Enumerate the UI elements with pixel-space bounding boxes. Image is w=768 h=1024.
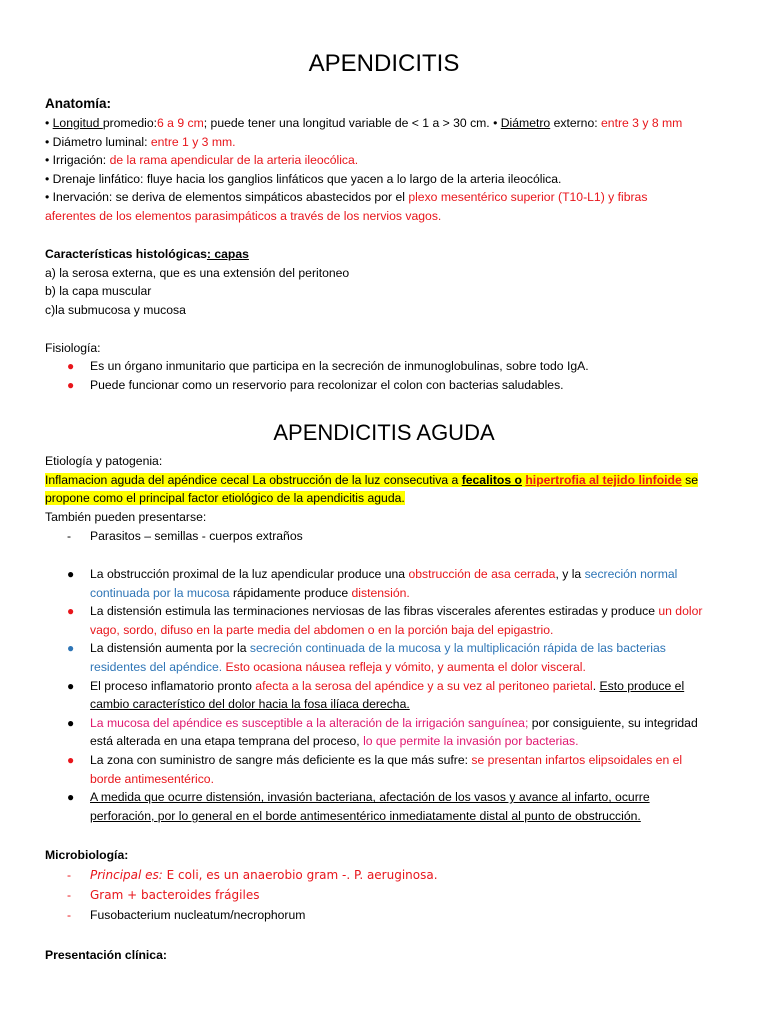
text: promedio:: [102, 116, 158, 130]
anatomy-line-irrigation: [45, 151, 735, 170]
anatomy-heading: Anatomía:: [45, 96, 112, 111]
text: La obstrucción proximal de la luz apendicular produce una: [90, 567, 409, 581]
text: • Inervación: se deriva de elementos simpáticos abastecidos por el: [45, 190, 409, 205]
text: se: [681, 472, 699, 487]
text: entre 3 y 8 mm: [601, 116, 683, 130]
list-item: [45, 602, 745, 639]
text: La distensión estimula las terminaciones nerviosas de las fibras viscerales aferentes estiradas y produce: [90, 604, 659, 619]
text: Esto produce el: [599, 678, 685, 693]
text: Esto ocasiona náusea refleja y vómito, y aumenta el dolor visceral.: [222, 659, 586, 674]
text: borde antimesentérico.: [90, 771, 214, 786]
list-item: [45, 565, 745, 602]
text: Gram + bacteroides frágiles: [90, 888, 260, 902]
list-item: [45, 865, 745, 885]
list-item: [45, 885, 745, 905]
anatomy-line-innervation: [45, 188, 735, 207]
text: E coli, es un anaerobio gram -. P. aeruginosa.: [162, 868, 438, 882]
text: de la rama apendicular de la arteria ileocólica.: [109, 153, 359, 168]
text: Es un órgano inmunitario que participa en la secreción de inmunoglobulinas, sobre todo IgA.: [90, 359, 589, 373]
bullet-icon: ●: [67, 715, 75, 730]
text: entre 1 y 3 mm.: [150, 134, 236, 149]
histology-b: b) la capa muscular: [45, 284, 152, 299]
text: continuada por la mucosa: [90, 585, 230, 600]
text: • Irrigación:: [45, 153, 110, 168]
bullet-icon: ●: [67, 377, 75, 392]
text: un dolor: [658, 604, 703, 619]
etiology-section: [45, 452, 735, 526]
text: A medida que ocurre distensión, invasión bacteriana, afectación de los vasos y avance al infarto, ocurre: [90, 790, 650, 805]
histology-section: [45, 245, 735, 319]
list-item: [45, 905, 745, 925]
text: La distensión aumenta por la: [90, 641, 250, 656]
etiology-also: También pueden presentarse:: [45, 509, 207, 524]
text: externo:: [550, 116, 602, 130]
text: secreción normal: [584, 567, 678, 581]
bullet-icon: ●: [67, 604, 75, 619]
text: .: [592, 678, 600, 693]
text: La mucosa del apéndice es susceptible a la alteración de la irrigación sanguínea;: [90, 715, 529, 730]
text: está alterada en una etapa temprana del proceso,: [90, 734, 364, 749]
anatomy-line-length: [45, 114, 735, 133]
physiology-heading: Fisiología:: [45, 341, 101, 355]
text: propone como el principal factor etiológico de la apendicitis aguda.: [45, 491, 405, 506]
text: secreción continuada de la mucosa y la multiplicación rápida de las bacterias: [249, 641, 666, 656]
pathogenesis-list: [45, 565, 745, 825]
text: rápidamente produce: [229, 585, 352, 600]
bullet-icon: ●: [67, 790, 75, 805]
physiology-list: [45, 357, 745, 394]
text: residentes del apéndice.: [90, 659, 223, 674]
text: El proceso inflamatorio pronto: [90, 678, 256, 693]
text: , y la: [555, 567, 585, 581]
list-item: [45, 527, 745, 546]
list-item: [45, 357, 745, 376]
text: perforación, por lo general en el borde antimesentérico inmediatamente distal al punto de obstrucción.: [90, 808, 641, 823]
etiology-highlight-2: [45, 489, 735, 508]
text: distensión.: [351, 585, 410, 600]
histology-c: c)la submucosa y mucosa: [45, 302, 186, 317]
text: Parasitos – semillas - cuerpos extraños: [90, 529, 303, 543]
bullet-icon: ●: [67, 567, 75, 581]
microbiology-list: [45, 865, 745, 925]
text: Diámetro: [500, 116, 551, 130]
text: por consiguiente, su integridad: [528, 715, 698, 730]
bullet-icon: ●: [67, 752, 75, 767]
clinical-section: [45, 946, 735, 965]
text: se presentan infartos elipsoidales en el: [471, 752, 683, 767]
text: hipertrofia al tejido linfoide: [525, 472, 682, 487]
microbiology-section: [45, 846, 735, 865]
text: plexo mesentérico superior (T10-L1) y fibras: [408, 190, 648, 205]
anatomy-line-innervation-cont: aferentes de los elementos parasimpáticos a través de los nervios vagos.: [45, 208, 442, 223]
etiology-dash-list: [45, 527, 745, 546]
physiology-section: [45, 339, 735, 358]
text: La zona con suministro de sangre más deficiente es la que más sufre:: [90, 752, 472, 767]
dash-icon: -: [67, 868, 72, 882]
dash-icon: -: [67, 888, 72, 902]
text: fecalitos o: [461, 472, 522, 487]
text: cambio característico del dolor hacia la fosa ilíaca derecha.: [90, 697, 410, 712]
microbiology-heading: Microbiología:: [45, 848, 129, 862]
dash-icon: -: [67, 908, 72, 922]
list-item: [45, 751, 745, 788]
histology-a: a) la serosa externa, que es una extensión del peritoneo: [45, 265, 350, 280]
text: Características histológicas: [45, 247, 207, 261]
text: lo que permite la invasión por bacterias.: [363, 734, 579, 749]
text: Puede funcionar como un reservorio para recolonizar el colon con bacterias saludables.: [90, 377, 564, 392]
text: : capas: [206, 247, 249, 261]
bullet-icon: ●: [67, 359, 75, 373]
text: • Diámetro luminal:: [45, 134, 151, 149]
text: Principal es:: [90, 868, 163, 882]
etiology-highlight-1: [45, 471, 735, 490]
list-item: [45, 714, 745, 751]
section-title-acute: APENDICITIS AGUDA: [273, 420, 495, 445]
text: Longitud: [52, 116, 103, 130]
list-item: [45, 639, 745, 676]
anatomy-section: [45, 94, 735, 226]
anatomy-line-lymph: • Drenaje linfático: fluye hacia los ganglios linfáticos que yacen a lo largo de la arteria ileocólica.: [45, 171, 562, 186]
text: obstrucción de asa cerrada: [408, 567, 556, 581]
list-item: [45, 376, 745, 395]
text: afecta a la serosa del apéndice y a su vez al peritoneo parietal: [255, 678, 593, 693]
list-item: [45, 788, 745, 825]
bullet-icon: ●: [67, 641, 75, 656]
text: Fusobacterium nucleatum/necrophorum: [90, 908, 306, 922]
list-item: [45, 677, 745, 714]
text: Inflamacion aguda del apéndice cecal La obstrucción de la luz consecutiva a: [45, 472, 462, 487]
histology-heading: [45, 245, 735, 264]
dash-icon: -: [67, 529, 72, 543]
clinical-heading: Presentación clínica:: [45, 948, 167, 962]
text: 6 a 9 cm: [157, 116, 204, 130]
bullet-icon: ●: [67, 678, 75, 693]
text: •: [45, 116, 53, 130]
page-title: APENDICITIS: [308, 50, 460, 77]
etiology-heading: Etiología y patogenia:: [45, 454, 163, 468]
text: vago, sordo, difuso en la parte media del abdomen o en la porción baja del epigastrio.: [90, 622, 554, 637]
text: ; puede tener una longitud variable de < 1 a > 30 cm. •: [203, 116, 501, 130]
anatomy-line-luminal: [45, 133, 735, 152]
